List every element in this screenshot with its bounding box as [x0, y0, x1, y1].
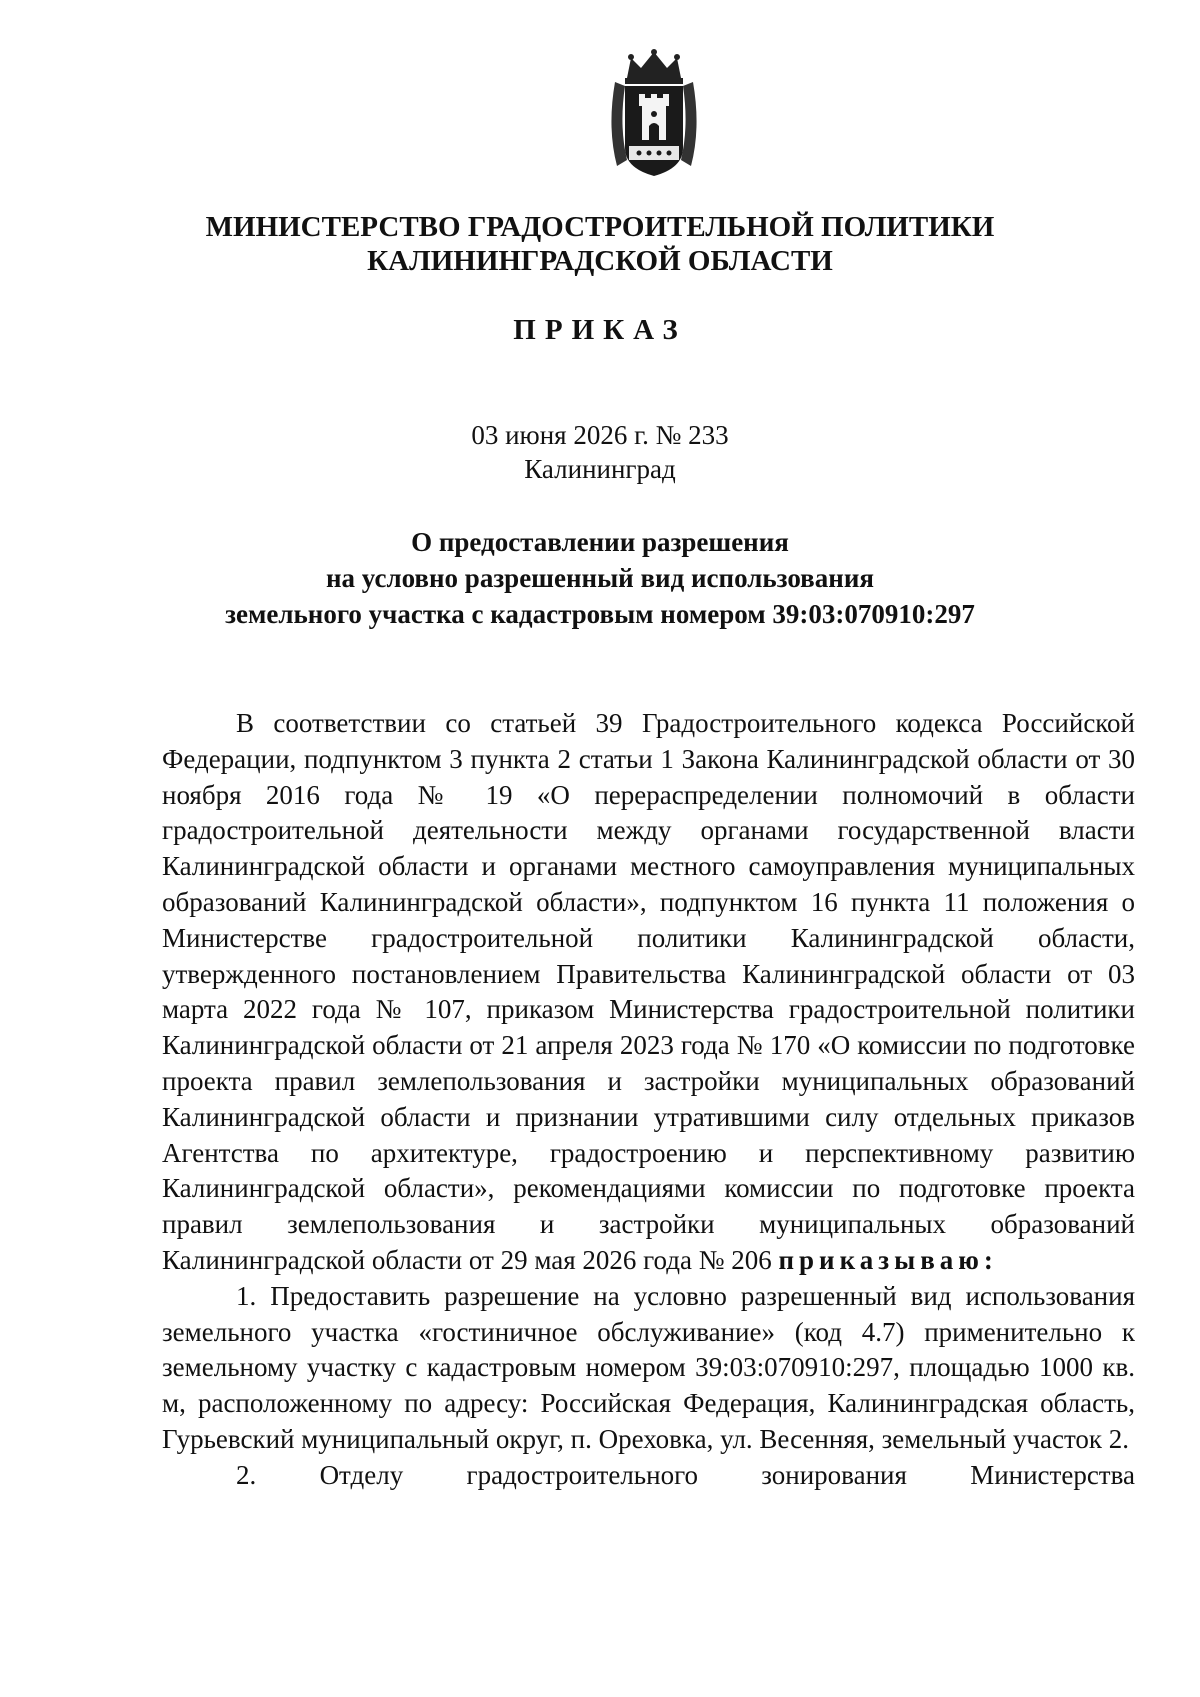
- item-2-word: градостроительного: [466, 1459, 698, 1490]
- item-2-word: Министерства: [970, 1459, 1135, 1490]
- title-line1: О предоставлении разрешения: [411, 527, 789, 557]
- coat-of-arms-emblem: [605, 48, 703, 180]
- item-2-word: 2.: [236, 1459, 257, 1490]
- document-title: [0, 524, 1200, 632]
- date-and-number: 03 июня 2026 г. № 233: [471, 420, 729, 450]
- preamble-text: В соответствии со статьей 39 Градостроительного кодекса Российской Федерации, подпунктом 3 пункта 2 статьи 1 Закона Калининградской области от 30 ноября 2016 года № 19 «О перераспределении полномочий в области градостроительной деятельности между органами государственной власти Калининградской области и органами местного самоуправления муниципальных образований Калининградской области», подпунктом 16 пункта 11 положения о Министерстве градостроительной политики Калининградской области, утвержденного постановлением Правительства Калининградской области от 03 марта 2022 года № 107, приказом Министерства градостроительной политики Калининградской области от 21 апреля 2023 года № 170 «О комиссии по подготовке проекта правил землепользования и застройки муниципальных образований Калининградской области и признании утратившими силу отдельных приказов Агентства по архитектуре, градостроению и перспективному развитию Калининградской области», рекомендациями комиссии по подготовке проекта правил землепользования и застройки муниципальных образований Калининградской области от 29 мая 2026 года № 206: [162, 708, 1135, 1275]
- title-line2: на условно разрешенный вид использования: [325, 563, 874, 593]
- ministry-name: [0, 210, 1200, 278]
- order-word: приказываю:: [778, 1244, 998, 1275]
- item-2-word: зонирования: [761, 1459, 907, 1490]
- ministry-name-line1: МИНИСТЕРСТВО ГРАДОСТРОИТЕЛЬНОЙ ПОЛИТИКИ: [205, 211, 995, 243]
- preamble-paragraph: [162, 706, 1135, 1279]
- document-type: ПРИКАЗ: [513, 314, 687, 346]
- title-line3: земельного участка с кадастровым номером 39:03:070910:297: [225, 599, 975, 629]
- item-2-paragraph: [162, 1458, 1135, 1494]
- city: Калининград: [524, 454, 676, 484]
- item-2-word: Отделу: [319, 1459, 404, 1490]
- item-1-paragraph: 1. Предоставить разрешение на условно разрешенный вид использования земельного участка «гостиничное обслуживание» (код 4.7) применительно к земельному участку с кадастровым номером 39:03:070910:297, площадью 1000 кв. м, расположенному по адресу: Российская Федерация, Калининградская область, Гурьевский муниципальный округ, п. Ореховка, ул. Весенняя, земельный участок 2.: [162, 1280, 1135, 1454]
- document-body: [162, 706, 1135, 1494]
- ministry-name-line2: КАЛИНИНГРАДСКОЙ ОБЛАСТИ: [367, 245, 833, 277]
- document-meta: [0, 418, 1200, 486]
